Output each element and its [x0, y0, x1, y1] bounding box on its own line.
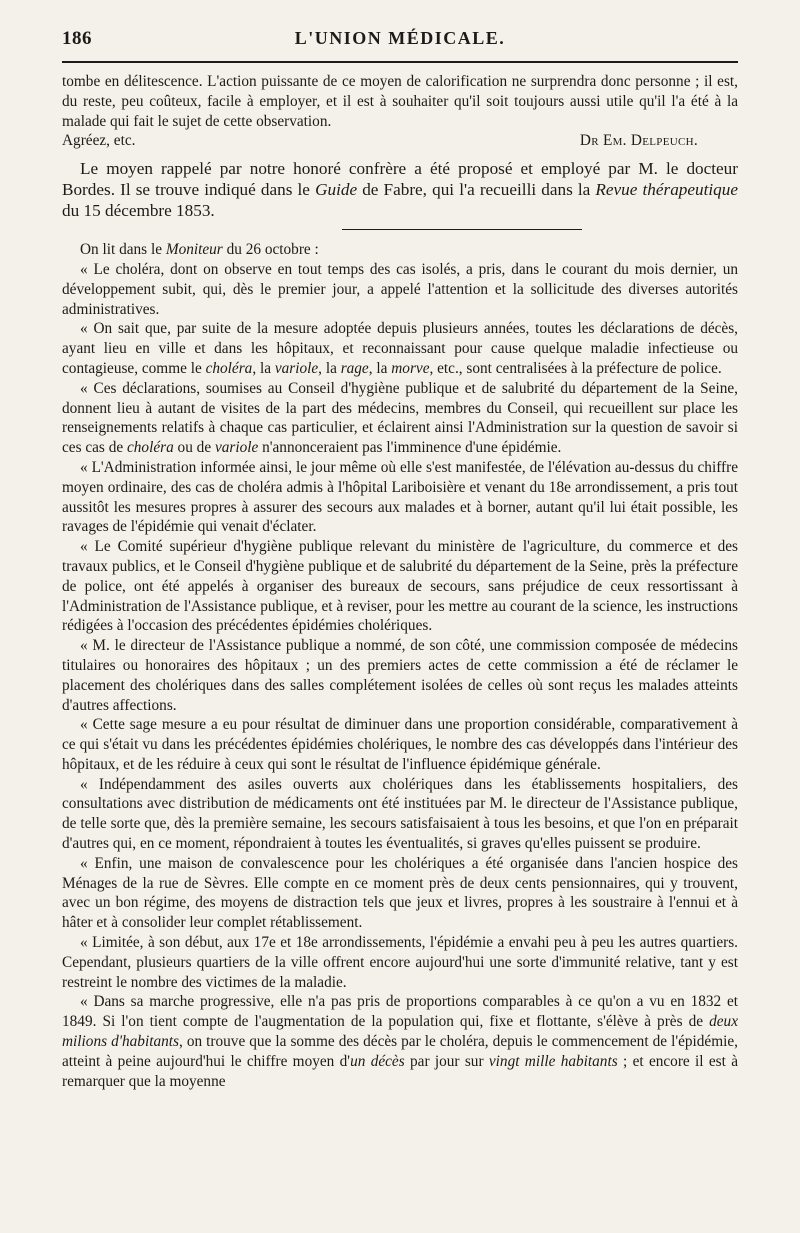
disease-term: variole	[274, 359, 319, 377]
editorial-note-text: du 15 décembre 1853.	[62, 200, 215, 220]
guide-title: Guide	[315, 179, 358, 199]
emphasis-phrase: un décès	[350, 1052, 405, 1070]
revue-title: Revue thérapeutique	[595, 179, 738, 199]
running-title: L'UNION MÉDICALE.	[294, 28, 506, 48]
quote-paragraph-4: « L'Administration informée ainsi, le jour même où elle s'est manifestée, de l'élévation au-dessus du chiffre moyen ordinaire, des cas de choléra admis à l'hôpital Lariboisière et venant du 18e arrondissement, a pris tout aussitôt les mesures propres à assurer des secours aux malades et à borner, autant qu'il lui était possible, les ravages de l'épidémie qui venait d'éclater.	[62, 458, 738, 536]
quote-paragraph-8: « Indépendamment des asiles ouverts aux cholériques dans les établissements hospitaliers, des consultations avec distribution de médicaments ont été instituées par M. le directeur de l'Assistance publique, de telle sorte que, dès la première semaine, les secours satisfaisaient à tous les besoins, et que l'on en préparait d'autres qui, en ce moment, répondraient à toutes les éventualités, si graves qu'elles puissent se produire.	[62, 775, 738, 853]
quote-paragraph-9: « Enfin, une maison de convalescence pour les cholériques a été organisée dans l'ancien hospice des Ménages de la rue de Sèvres. Elle compte en ce moment près de deux cents pensionnaires, qui y trouvent, avec un bon régime, des moyens de distraction tels que jeux et livres, propres à les soustraire à l'ennui et à hâter et à consolider leur complet rétablissement.	[62, 854, 738, 932]
disease-term: choléra	[126, 439, 174, 457]
moniteur-intro	[62, 240, 738, 260]
quote-text: « On sait que, par suite de la mesure adoptée depuis plusieurs années, toutes les déclarations de décès, ayant lieu en ville et dans les hôpitaux, et reconnaissant pour cause quelque maladie infectieuse ou contagieuse, comme le	[62, 320, 738, 377]
quote-text: ou de	[173, 439, 215, 457]
closing-formula: Agréez, etc.	[62, 132, 136, 150]
disease-term: variole	[214, 439, 259, 457]
moniteur-title: Moniteur	[165, 241, 223, 259]
quote-text: ; et encore il est à remarquer que la moyenne	[62, 1052, 738, 1090]
quote-text: « Dans sa marche progressive, elle n'a pas pris de proportions comparables à ce qu'on a vu en 1832 et 1849. Si l'on tient compte de l'augmentation de la population qui, fixe et flottante, s'élève à près de	[62, 993, 738, 1031]
quote-text: n'annonceraient pas l'imminence d'une épidémie.	[258, 439, 562, 457]
quote-paragraph-11	[62, 992, 738, 1091]
emphasis-phrase: vingt mille habitants	[488, 1052, 618, 1070]
disease-term: morve	[391, 359, 430, 377]
quote-paragraph-5: « Le Comité supérieur d'hygiène publique relevant du ministère de l'agriculture, du commerce et des travaux publics, et le Conseil d'hygiène publique et de salubrité du département de la Seine, près la préfecture de police, ont été appelés à organiser des bureaux de secours, sans préjudice de ceux ressortissant à l'Administration de l'Assistance publique, et à reviser, pour les mettre au courant de la science, les instructions rédigées à l'occasion des précédentes épidémies cholériques.	[62, 538, 738, 635]
disease-term: rage	[340, 359, 369, 377]
intro-text: On lit dans le	[80, 241, 166, 259]
page-header	[62, 28, 738, 62]
quote-paragraph-6: « M. le directeur de l'Assistance publique a nommé, de son côté, une commission composée de médecins titulaires ou honoraires des hôpitaux ; un des premiers actes de cette commission a été de réclamer le placement des cholériques dans des salles complétement isolées de celles où sont reçus les malades atteints d'autres affections.	[62, 637, 738, 714]
quote-paragraph-10: « Limitée, à son début, aux 17e et 18e arrondissements, l'épidémie a envahi peu à peu les autres quartiers. Cependant, plusieurs quartiers de la ville offrent encore aujourd'hui une sorte d'immunité relative, tant y est restreint le nombre des victimes de la maladie.	[62, 934, 738, 991]
page-body	[62, 72, 738, 1091]
opening-paragraph: tombe en délitescence. L'action puissante de ce moyen de calorification ne surprendra donc personne ; il est, du reste, peu coûteux, facile à employer, et il est à souhaiter qu'il soit toujours aussi utile qu'il l'a été à la malade qui fait le sujet de cette observation.	[62, 73, 738, 130]
author-signature: Dr Em. Delpeuch.	[579, 132, 698, 150]
quote-text: par jour sur	[404, 1052, 489, 1070]
editorial-note	[62, 159, 738, 221]
quote-text: « Ces déclarations, soumises au Conseil d'hygiène publique et de salubrité du département de la Seine, donnent lieu à autant de visites de la part des médecins, membres du Conseil, qui recueillent sur place les renseignements relatifs à chaque cas particulier, et éclairent ainsi l'Administration sur la question de savoir si ces cas de	[62, 379, 738, 457]
header-rule	[62, 61, 738, 63]
quote-paragraph-7: « Cette sage mesure a eu pour résultat de diminuer dans une proportion considérable, comparativement à ce qui s'était vu dans les précédentes épidémies cholériques, le nombre des cas développés dans l'intérieur des hôpitaux, et de les réduire à ceux qui sont le résultat de l'influence épidémique générale.	[62, 716, 738, 773]
quote-text: , on trouve que la somme des décès par le choléra, depuis le commencement de l'épidémie, atteint à peine aujourd'hui le chiffre moyen d'	[62, 1033, 738, 1070]
quote-text: , la	[252, 359, 275, 377]
disease-term: choléra	[205, 359, 253, 377]
intro-text: du 26 octobre :	[222, 241, 319, 259]
emphasis-phrase: deux milions d'habitants	[62, 1013, 738, 1051]
section-separator	[62, 229, 738, 230]
quote-paragraph-2	[62, 319, 738, 378]
quote-text: , la	[368, 359, 392, 377]
editorial-note-text: Le moyen rappelé par notre honoré confrère a été proposé et employé par M. le docteur Bordes. Il se trouve indiqué dans le	[62, 159, 738, 199]
letter-signoff	[62, 131, 738, 153]
page-number: 186	[62, 28, 92, 49]
quote-text: , etc., sont centralisées à la préfecture de police.	[429, 359, 722, 377]
quote-paragraph-1: « Le choléra, dont on observe en tout temps des cas isolés, a pris, dans le courant du mois dernier, un développement subit, qui, dès le premier jour, a appelé l'attention et la sollicitude des diverses autorités administratives.	[62, 260, 738, 318]
quote-text: , la	[318, 359, 341, 377]
quote-paragraph-3	[62, 379, 738, 458]
editorial-note-text: de Fabre, qui l'a recueilli dans la	[357, 179, 596, 199]
